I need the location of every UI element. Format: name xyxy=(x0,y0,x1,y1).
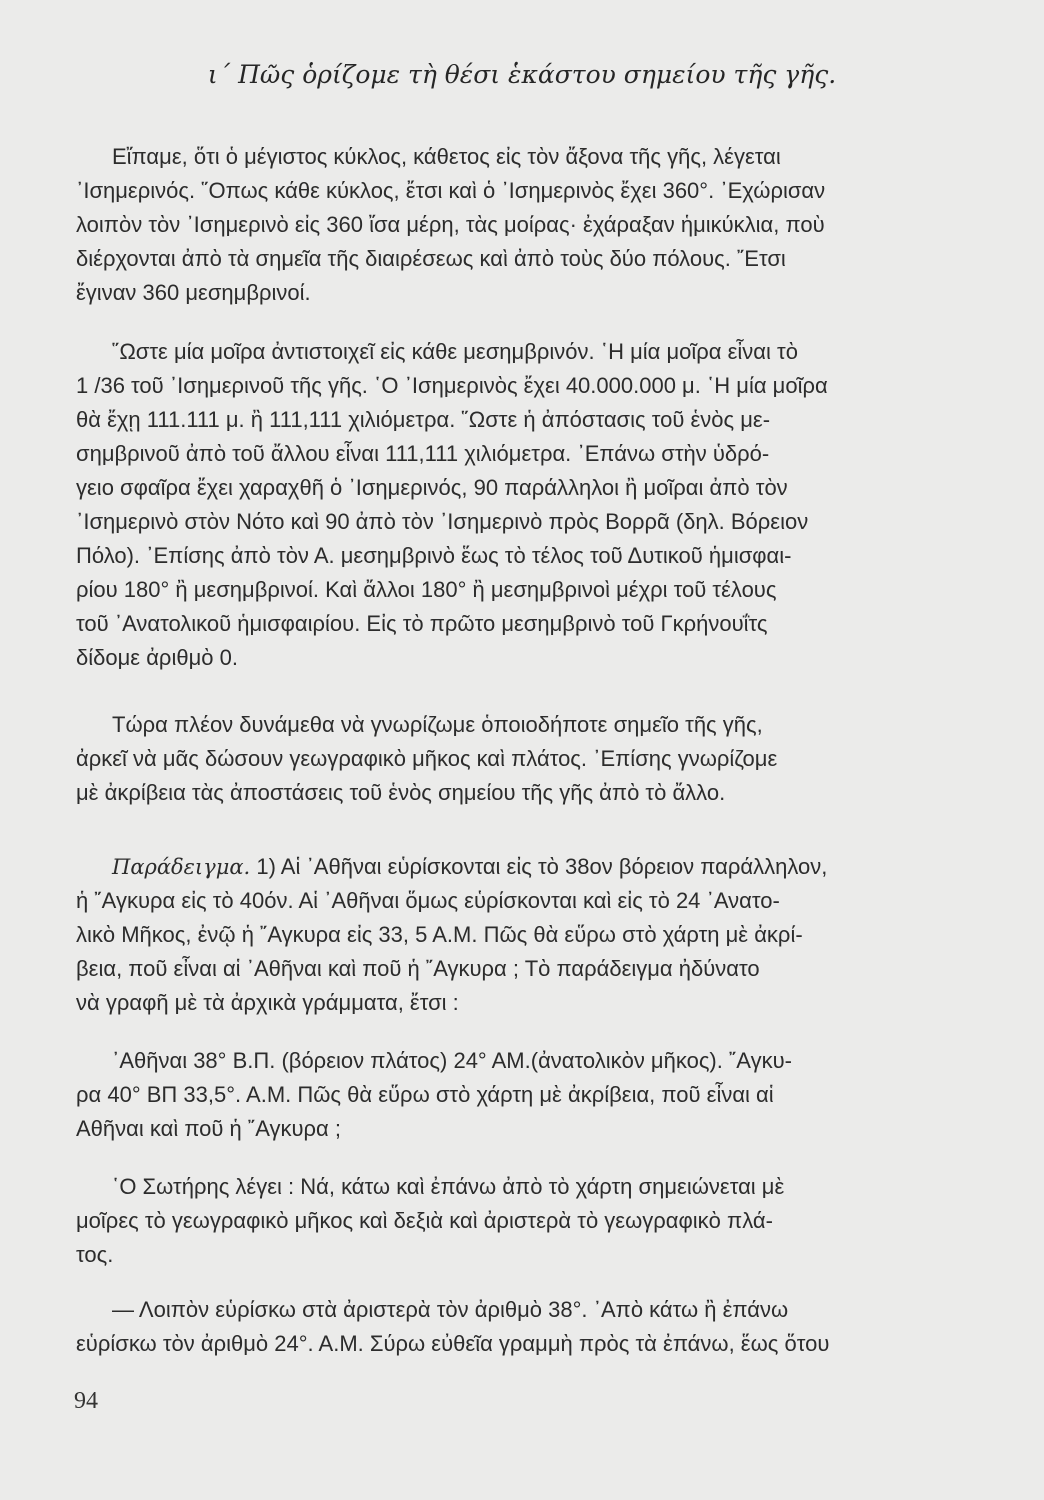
text-line: — Λοιπὸν εὑρίσκω στὰ ἀριστερὰ τὸν ἀριθμὸ 38°. ᾿Απὸ κάτω ἢ ἐπάνω xyxy=(112,1297,789,1322)
section-heading: ι΄ Πῶς ὁρίζομε τὴ θέσι ἑκάστου σημείου τῆς γῆς. xyxy=(207,60,837,89)
text-line: ᾿Ισημερινός. ῞Οπως κάθε κύκλος, ἔτσι καὶ ὁ ᾿Ισημερινὸς ἔχει 360°. ᾿Εχώρισαν xyxy=(76,178,826,203)
text-fragment: 1) Αἱ ᾿Αθῆναι εὑρίσκονται εἰς τὸ 38ον βόρειον παράλληλον, xyxy=(250,854,828,879)
text-line: βεια, ποῦ εἶναι αἱ ᾿Αθῆναι καὶ ποῦ ἡ ῎Αγκυρα ; Τὸ παράδειγμα ἠδύνατο xyxy=(76,956,760,981)
page-number: 94 xyxy=(74,1388,98,1414)
paragraph-2 xyxy=(76,335,1020,675)
paragraph-1 xyxy=(76,140,1020,310)
text-line: Εἴπαμε, ὅτι ὁ μέγιστος κύκλος, κάθετος εἰς τὸν ἄξονα τῆς γῆς, λέγεται xyxy=(112,144,781,169)
text-line: σημβρινοῦ ἀπὸ τοῦ ἄλλου εἶναι 111,111 χιλιόμετρα. ᾿Επάνω στὴν ὑδρό- xyxy=(76,441,770,466)
text-line: ἔγιναν 360 μεσημβρινοί. xyxy=(76,280,311,305)
text-line: Αθῆναι καὶ ποῦ ἡ ῎Αγκυρα ; xyxy=(76,1116,341,1141)
text-line: διέρχονται ἀπὸ τὰ σημεῖα τῆς διαιρέσεως καὶ ἀπὸ τοὺς δύο πόλους. ῎Ετσι xyxy=(76,246,786,271)
example-label: Παράδειγμα. xyxy=(112,855,251,879)
text-line: Τώρα πλέον δυνάμεθα νὰ γνωρίζωμε ὁποιοδήποτε σημεῖο τῆς γῆς, xyxy=(112,712,763,737)
text-line: ἀρκεῖ νὰ μᾶς δώσουν γεωγραφικὸ μῆκος καὶ πλάτος. ᾿Επίσης γνωρίζομε xyxy=(76,746,778,771)
text-line: νὰ γραφῆ μὲ τὰ ἀρχικὰ γράμματα, ἔτσι : xyxy=(76,990,459,1015)
text-line xyxy=(76,850,1020,884)
text-line: μὲ ἀκρίβεια τὰς ἀποστάσεις τοῦ ἑνὸς σημείου τῆς γῆς ἀπὸ τὸ ἄλλο. xyxy=(76,780,726,805)
text-line: τος. xyxy=(76,1242,114,1267)
text-line: εὑρίσκω τὸν ἀριθμὸ 24°. Α.Μ. Σύρω εὐθεῖα γραμμὴ πρὸς τὰ ἐπάνω, ἕως ὅτου xyxy=(76,1331,830,1356)
paragraph-3 xyxy=(76,708,1020,810)
text-line: δίδομε ἀριθμὸ 0. xyxy=(76,645,238,670)
paragraph-dialogue xyxy=(76,1293,1020,1361)
text-line: θὰ ἔχῃ 111.111 μ. ἢ 111,111 χιλιόμετρα. ῞Ωστε ἡ ἀπόστασις τοῦ ἑνὸς με- xyxy=(76,407,771,432)
text-line: ρα 40° ΒΠ 33,5°. Α.Μ. Πῶς θὰ εὕρω στὸ χάρτη μὲ ἀκρίβεια, ποῦ εἶναι αἱ xyxy=(76,1082,774,1107)
text-line: γειο σφαῖρα ἔχει χαραχθῆ ὁ ᾿Ισημερινός, 90 παράλληλοι ἢ μοῖραι ἀπὸ τὸν xyxy=(76,475,788,500)
text-line: λοιπὸν τὸν ᾿Ισημερινὸ εἰς 360 ἴσα μέρη, τὰς μοίρας· ἐχάραξαν ἡμικύκλια, ποὺ xyxy=(76,212,825,237)
paragraph-example xyxy=(76,850,1020,1020)
text-line: μοῖρες τὸ γεωγραφικὸ μῆκος καὶ δεξιὰ καὶ ἀριστερὰ τὸ γεωγραφικὸ πλά- xyxy=(76,1208,773,1233)
text-line: ᾿Αθῆναι 38° Β.Π. (βόρειον πλάτος) 24° ΑΜ.(ἀνατολικὸν μῆκος). ῎Αγκυ- xyxy=(112,1048,792,1073)
text-line: τοῦ ᾿Ανατολικοῦ ἡμισφαιρίου. Εἰς τὸ πρῶτο μεσημβρινὸ τοῦ Γκρήνουΐτς xyxy=(76,611,768,636)
text-line: ῞Ωστε μία μοῖρα ἀντιστοιχεῖ εἰς κάθε μεσημβρινόν. ῾Η μία μοῖρα εἶναι τὸ xyxy=(112,339,798,364)
paragraph-coordinates xyxy=(76,1044,1020,1146)
text-line: ρίου 180° ἢ μεσημβρινοί. Καὶ ἄλλοι 180° ἢ μεσημβρινοὶ μέχρι τοῦ τέλους xyxy=(76,577,777,602)
text-line: ᾿Ισημερινὸ στὸν Νότο καὶ 90 ἀπὸ τὸν ᾿Ισημερινὸ πρὸς Βορρᾶ (δηλ. Βόρειον xyxy=(76,509,809,534)
text-line: Πόλο). ᾿Επίσης ἀπὸ τὸν Α. μεσημβρινὸ ἕως τὸ τέλος τοῦ Δυτικοῦ ἡμισφαι- xyxy=(76,543,792,568)
text-line: ἡ ῎Αγκυρα εἰς τὸ 40όν. Αἱ ᾿Αθῆναι ὅμως εὑρίσκονται καὶ εἰς τὸ 24 ᾿Ανατο- xyxy=(76,888,780,913)
text-line: 1 /36 τοῦ ᾿Ισημερινοῦ τῆς γῆς. ῾Ο ᾿Ισημερινὸς ἔχει 40.000.000 μ. ῾Η μία μοῖρα xyxy=(76,373,828,398)
text-line: λικὸ Μῆκος, ἐνῷ ἡ ῎Αγκυρα εἰς 33, 5 Α.Μ. Πῶς θὰ εὕρω στὸ χάρτη μὲ ἀκρί- xyxy=(76,922,803,947)
text-line: ῾Ο Σωτήρης λέγει : Νά, κάτω καὶ ἐπάνω ἀπὸ τὸ χάρτη σημειώνεται μὲ xyxy=(112,1174,785,1199)
paragraph-sotiris xyxy=(76,1170,1020,1272)
